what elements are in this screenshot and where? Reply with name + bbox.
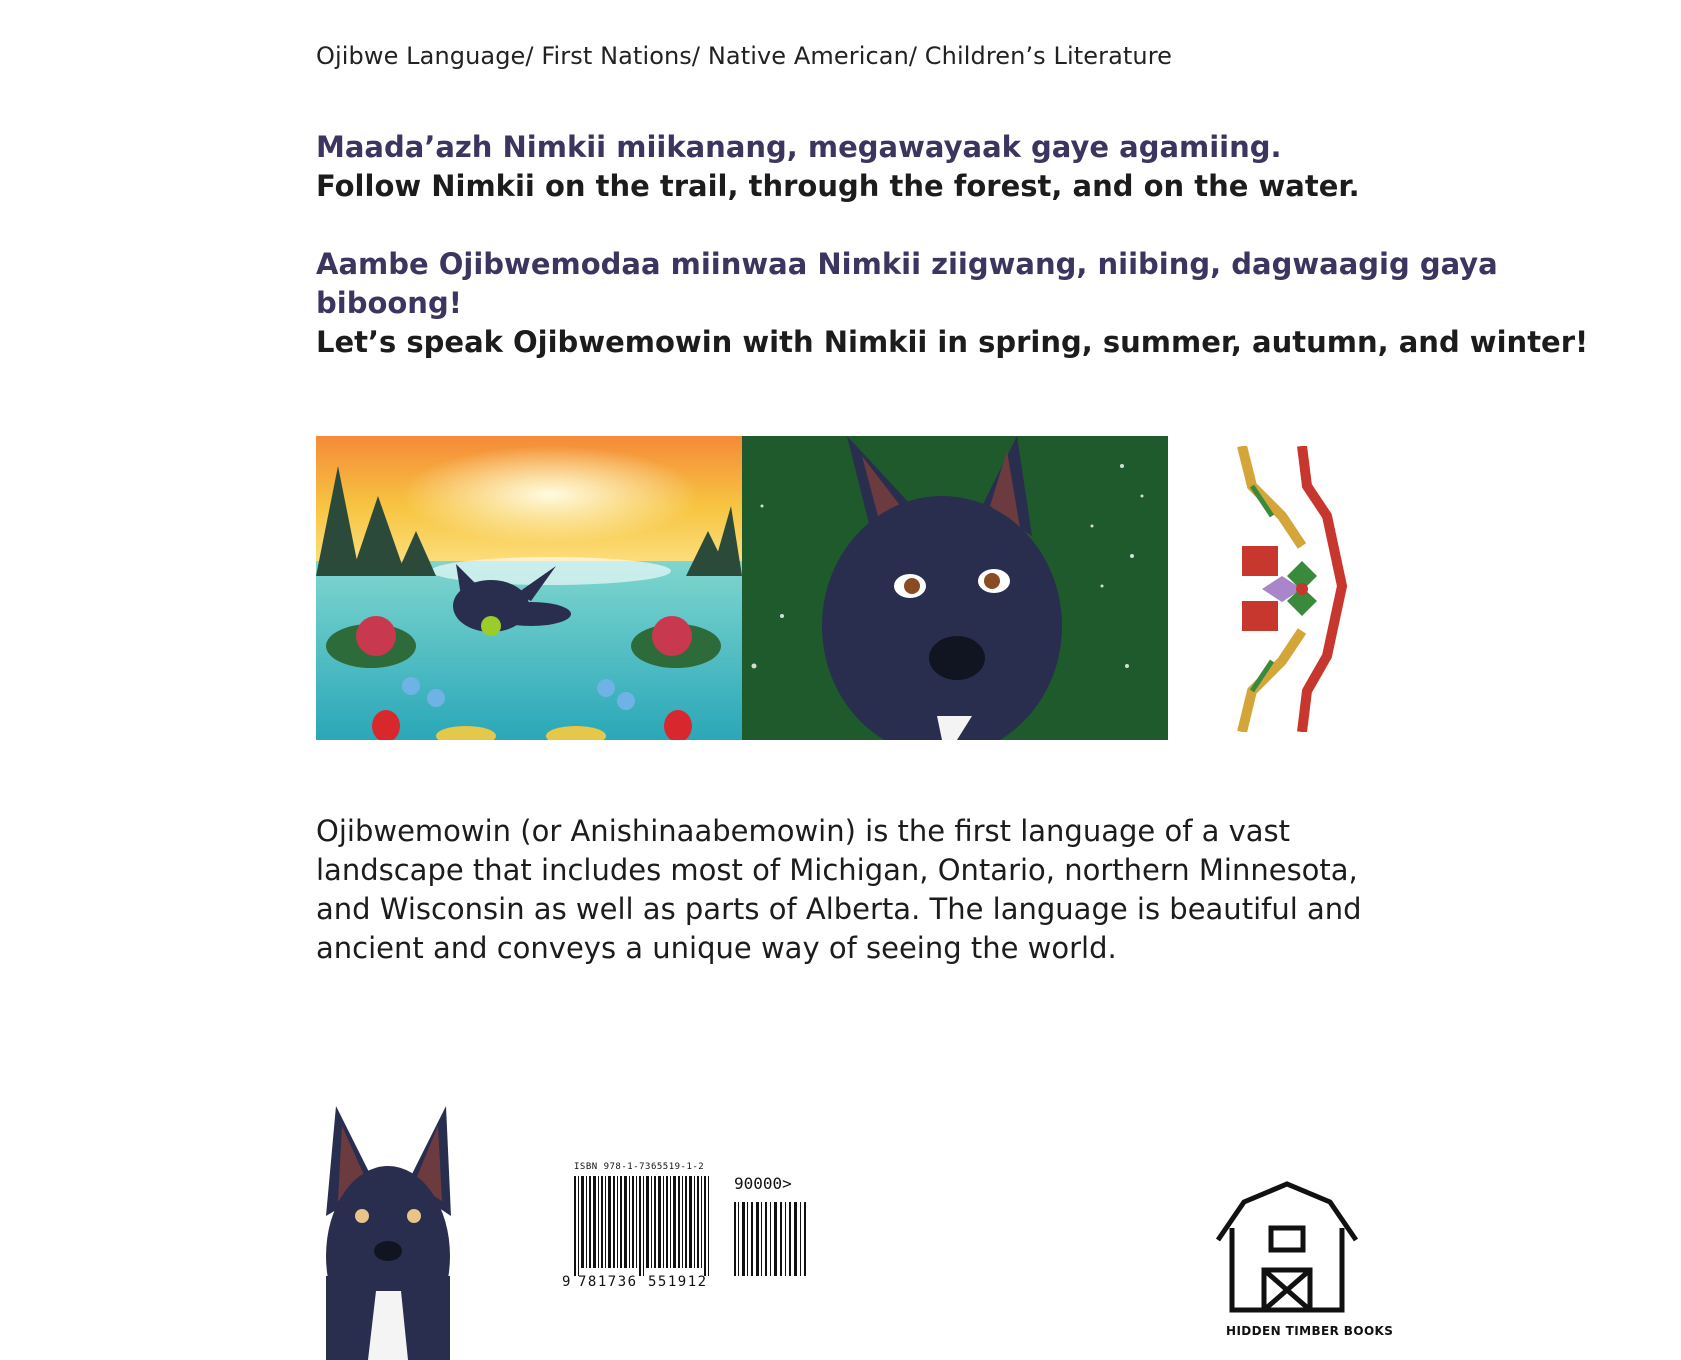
floral-beadwork-ornament: [1232, 446, 1352, 732]
english-seasons: Let’s speak Ojibwemowin with Nimkii in spring, summer, autumn, and winter!: [316, 325, 1589, 359]
barcode-digits-right: 551912: [648, 1274, 708, 1290]
illustration-strip: [316, 436, 1168, 740]
description-line-1: Ojibwemowin (or Anishinaabemowin) is the first language of a vast: [316, 814, 1291, 848]
barcode-digits-left: 781736: [578, 1274, 638, 1290]
price-code: 90000>: [734, 1174, 792, 1193]
description-line-2: landscape that includes most of Michigan, Ontario, northern Minnesota,: [316, 853, 1358, 887]
price-barcode-bars: [734, 1202, 808, 1276]
category-line: Ojibwe Language/ First Nations/ Native American/ Children’s Literature: [316, 42, 1173, 70]
forest-dog-illustration: [742, 436, 1168, 740]
barn-logo-icon: [1214, 1180, 1360, 1320]
lake-sunset-illustration: [316, 436, 742, 740]
description-line-3: and Wisconsin as well as parts of Alberta. The language is beautiful and: [316, 892, 1362, 926]
isbn-label: ISBN 978-1-7365519-1-2: [574, 1162, 705, 1172]
ojibwe-tagline: Maada’azh Nimkii miikanang, megawayaak gaye agamiing.: [316, 130, 1282, 164]
ojibwe-seasons-line2: biboong!: [316, 286, 462, 320]
dog-portrait-illustration: [316, 1106, 456, 1360]
publisher-name: HIDDEN TIMBER BOOKS: [1226, 1324, 1394, 1338]
ojibwe-seasons-line1: Aambe Ojibwemodaa miinwaa Nimkii ziigwang, niibing, dagwaagig gaya: [316, 247, 1498, 281]
barcode-lead-digit: 9: [562, 1274, 571, 1290]
barcode-bars: [574, 1176, 714, 1276]
isbn-barcode: [548, 1162, 828, 1302]
english-tagline: Follow Nimkii on the trail, through the forest, and on the water.: [316, 169, 1360, 203]
description-line-4: ancient and conveys a unique way of seeing the world.: [316, 931, 1117, 965]
